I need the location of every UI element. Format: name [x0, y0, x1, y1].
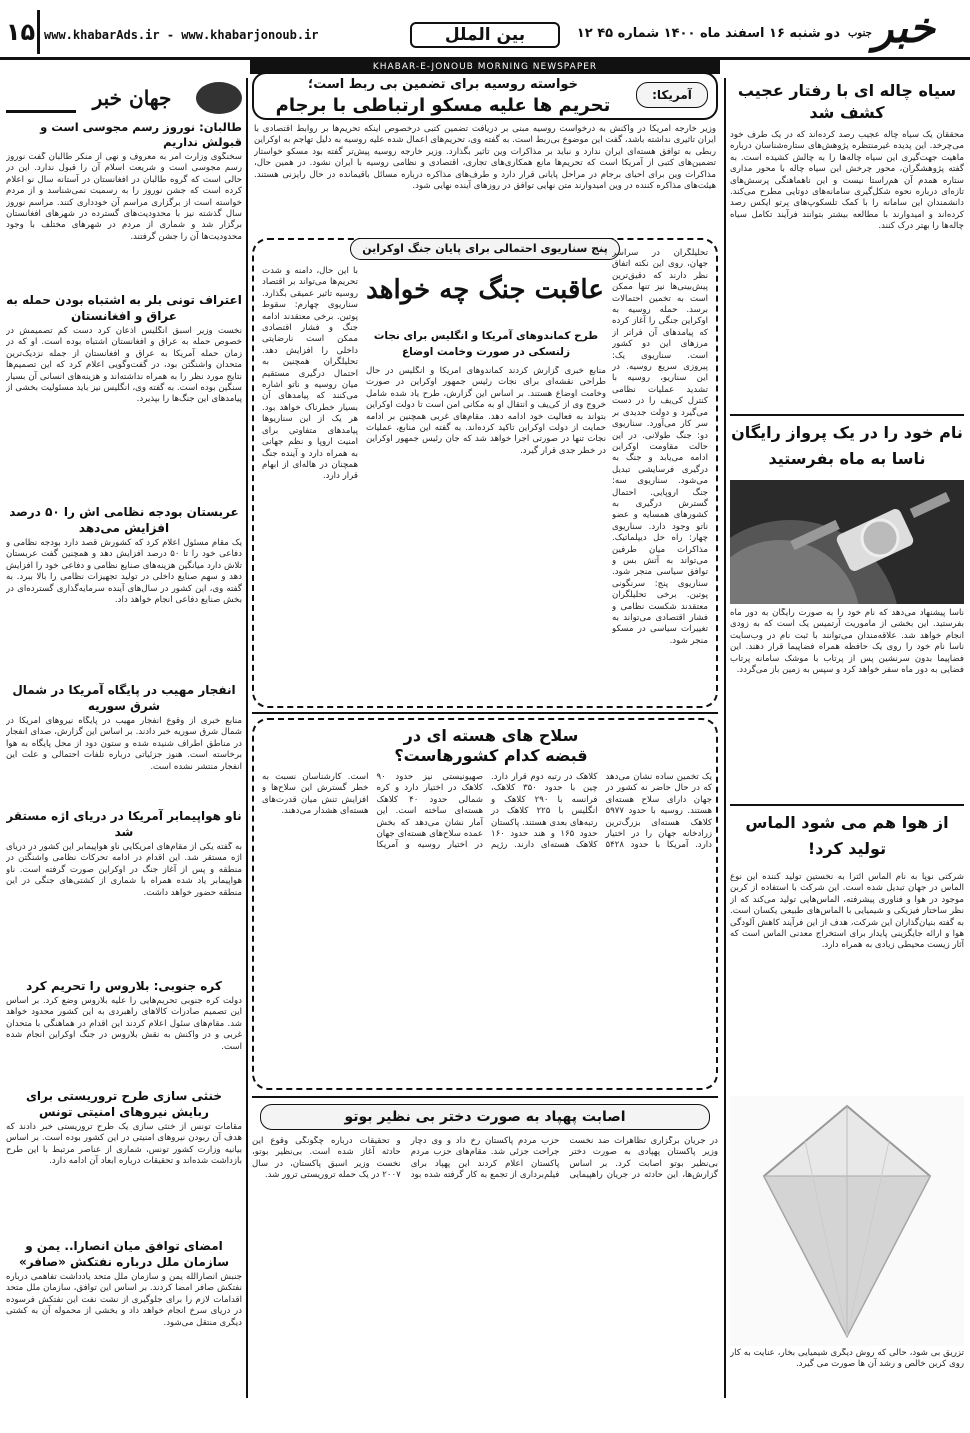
article-body: سخنگوی وزارت امر به معروف و نهی از منکر طالبان گفت نوروز رسم مجوسی است و شریعت اسلام آن را قبول ندارد. این در حالی است که گروه طالبان در افغانستان در آستانه سال نو اعلام کرده است که جشن نوروز را به رسمیت نمی‌شناسد و از مردم خواسته است از برگزاری مراسم آن خودداری کنند. مراسم نوروز سال گذشته نیز با محدودیت‌های گسترده در شهرهای افغانستان برگزار شد و شماری از مردم در شهرهای مختلف با وجود محدودیت‌ها آن را جشن گرفتند. [6, 152, 242, 242]
article-body: دولت کره جنوبی تحریم‌هایی را علیه بلاروس وضع کرد. بر اساس این تصمیم صادرات کالاهای راهبردی به این کشور محدود خواهد شد. مقام‌های سئول اعلام کردند این اقدام در هماهنگی با متحدان غربی و در واکنش به نقش بلاروس در جنگ اوکراین انجام شده است. [6, 996, 242, 1052]
diamond-caption: تزریق بی شود، حالی که روش دیگری شیمیایی بخار، عنایت به کار روی کربن خالص و رشد آن ها صورت می گیرد. [730, 1348, 964, 1370]
globe-icon [196, 82, 242, 114]
feature-kicker: پنج سناریوی احتمالی برای پایان جنگ اوکراین [350, 238, 620, 260]
article-title: خنثی سازی طرح تروریستی برای ربایش نیروهای امنیتی تونس [25, 1089, 223, 1119]
headline-kicker: آمریکا: [636, 82, 708, 108]
brand-underline [6, 110, 76, 113]
brand-banner [6, 80, 242, 116]
brand-title: جهان خبر [92, 86, 172, 110]
headline-supertitle: خواسته روسیه برای تضمین بی ربط است؛ [308, 77, 578, 92]
article-body: یک مقام مسئول اعلام کرد که کشورش قصد دارد بودجه نظامی و دفاعی خود را تا ۵۰ درصد افزایش دهد و همچنین گفت عربستان تلاش دارد میانگین هزینه‌های صنایع نظامی و دفاعی خود را افزایش دهد و سهم صنایع داخلی در تولید تجهیزات نظامی را بالا ببرد. به گفته وی، این کشور در سال‌های آینده سرمایه‌گذاری گسترده‌ای در بخش صنایع دفاعی انجام خواهد داد. [6, 538, 242, 606]
left-news-column [6, 120, 242, 1400]
article-title: سیاه چاله ای با رفتار عجیب کشف شد [737, 81, 957, 122]
article-body: مقامات تونس از خنثی سازی یک طرح تروریستی خبر دادند که هدف آن ربودن نیروهای امنیتی در این کشور بوده است. بر اساس بیانیه وزارت کشور تونس، شماری از عناصر مرتبط با این طرح بازداشت شده‌اند و تحقیقات درباره ابعاد آن ادامه دارد. [6, 1122, 242, 1167]
feature-column-right: تحلیلگران در سراسر جهان، روی این نکته اتفاق نظر دارند که دقیق‌ترین پیش‌بینی‌ها نیز تنها ممکن است به تخمین احتمالات برسد. حمله روسیه به اوکراین جنگی را آغاز کرده که پیامدهای آن فراتر از مرزهای این دو کشور است. سناریوی یک: پیروزی سریع روسیه. در این سناریو، روسیه با تشدید عملیات نظامی کنترل کی‌یف را در دست می‌گیرد و دولت جدیدی بر سر کار می‌آورد. سناریوی دو: جنگ طولانی. در این حالت مقاومت اوکراین ادامه می‌یابد و جنگ به درگیری فرسایشی تبدیل می‌شود. سناریوی سه: جنگ اروپایی. احتمال گسترش درگیری به کشورهای همسایه و عضو ناتو وجود دارد. سناریوی چهار: راه حل دیپلماتیک. مذاکرات میان طرفین می‌تواند به آتش بس و توافق سیاسی منجر شود. سناریوی پنج: سرنگونی پوتین. برخی تحلیلگران معتقدند شکست نظامی و فشار اقتصادی می‌تواند به تغییرات سیاسی در مسکو منجر شود. [612, 248, 708, 646]
headline-title: تحریم ها علیه مسکو ارتباطی با برجام [275, 95, 611, 116]
spacecraft-image [730, 480, 964, 604]
right-article-1 [730, 80, 964, 410]
feature-title: عاقبت جنگ چه خواهد [366, 275, 604, 305]
nuclear-box [252, 718, 718, 1090]
section-rule [730, 414, 964, 416]
nuclear-title: سلاح های هسته ای در قبضه کدام کشورهاست؟ [394, 726, 588, 765]
article-body: شرکتی نوپا به نام الماس آئترا به نخستین تولید کننده این نوع الماس در جهان تبدیل شده است. این شرکت با استفاده از کربن موجود در هوا و فناوری پیشرفته، الماس‌هایی تولید می‌کند که از نظر ساختار فیزیکی و شیمیایی با الماس‌های طبیعی یکسان است. به گفته بنیان‌گذاران این شرکت، هدف از این فرآیند کاهش آلودگی هوا و ارائه جایگزینی پایدار برای استخراج معدنی الماس است که آثار زیست محیطی زیادی به همراه دارد. [730, 872, 964, 951]
diamond-image [730, 1096, 964, 1346]
article-title: عربستان بودجه نظامی اش را ۵۰ درصد افزایش می‌دهد [9, 505, 239, 535]
page-header [0, 0, 970, 60]
article-title: امضای توافق میان انصارا.. یمن و سازمان ملل درباره نفتکش «صافر» [18, 1239, 230, 1269]
section-rule [730, 804, 964, 806]
nuclear-body: یک تخمین ساده نشان می‌دهد که در حال حاضر نه کشور در جهان دارای سلاح هسته‌ای هستند. روسیه با حدود ۵۹۷۷ کلاهک هسته‌ای بزرگ‌ترین زرادخانه جهان را در اختیار دارد. آمریکا با حدود ۵۴۲۸ کلاهک در رتبه دوم قرار دارد. چین با حدود ۳۵۰ کلاهک، فرانسه با ۲۹۰ کلاهک و انگلیس با ۲۲۵ کلاهک در رتبه‌های بعدی هستند. پاکستان حدود ۱۶۵ و هند حدود ۱۶۰ کلاهک هسته‌ای دارند. رژیم صهیونیستی نیز حدود ۹۰ کلاهک در اختیار دارد و کره شمالی حدود ۴۰ کلاهک هسته‌ای ساخته است. این آمار نشان می‌دهد که بخش عمده سلاح‌های هسته‌ای جهان در اختیار روسیه و آمریکا است. کارشناسان نسبت به خطر گسترش این سلاح‌ها و افزایش تنش میان قدرت‌های هسته‌ای هشدار می‌دهند. [262, 772, 712, 851]
article-title: از هوا هم می شود الماس تولید کرد! [745, 813, 949, 858]
article-body: منابع خبری از وقوع انفجار مهیب در پایگاه نیروهای آمریکا در شمال شرق سوریه خبر دادند. بر اساس این گزارش، صدای انفجار در مناطق اطراف شنیده شده و ستون دود از محل پایگاه به هوا برخاسته است. هنوز جزئیاتی درباره تلفات احتمالی و علت این انفجار منتشر نشده است. [6, 716, 242, 772]
page-number: ۱۵ [4, 10, 40, 54]
headline-box [252, 72, 718, 120]
section-rule [252, 1096, 718, 1098]
article-body: به گفته یکی از مقام‌های آمریکایی ناو هواپیمابر این کشور در دریای اژه مستقر شد. این اقدام در ادامه تحرکات نظامی واشنگتن در منطقه و پس از آغاز جنگ در اوکراین صورت گرفته است. ناو هواپیمابر یاد شده همراه با شماری از کشتی‌های جنگی در این منطقه حضور خواهد داشت. [6, 842, 242, 898]
article-body: جنبش انصارالله یمن و سازمان ملل متحد یادداشت تفاهمی درباره نفتکش صافر امضا کردند. بر اساس این توافق، سازمان ملل متحد اقدامات لازم را برای جلوگیری از نشت نفت این نفتکش فرسوده در دریای سرخ انجام خواهد داد و بخشی از محموله آن به کشتی دیگری منتقل می‌شود. [6, 1272, 242, 1328]
bottom-body: در جریان برگزاری تظاهرات ضد نخست وزیر پاکستان پهپادی به صورت دختر بی‌نظیر بوتو اصابت کرد. بر اساس گزارش‌ها، این حادثه در جریان راهپیمایی حزب مردم پاکستان رخ داد و وی دچار جراحت جزئی شد. مقام‌های حزب مردم پاکستان اعلام کردند این پهپاد برای فیلم‌برداری از تجمع به کار گرفته شده بود و تحقیقات درباره چگونگی وقوع این حادثه آغاز شده است. بی‌نظیر بوتو، نخست وزیر اسبق پاکستان، در سال ۲۰۰۷ در یک حمله تروریستی ترور شد. [252, 1136, 718, 1181]
article-title: نام خود را در یک پرواز رایگان ناسا به ماه بفرستید [731, 423, 963, 468]
section-rule [252, 712, 718, 714]
diamond-illustration [730, 1096, 964, 1346]
article-title: اعتراف تونی بلر به اشتباه بودن حمله به عراق و افغانستان [6, 293, 242, 323]
logo-tag: جنوب [848, 28, 872, 39]
section-title: بین الملل [410, 22, 560, 48]
headline-body: وزیر خارجه آمریکا در واکنش به درخواست روسیه مبنی بر دریافت تضمین کتبی درخصوص اینکه تحریم‌ها بر روابط اقتصادی با ایران تاثیری نداشته باشد، گفت این موضوع بی‌ربط است. به گفته وی، تحریم‌های اعمال شده علیه روسیه به دلیل تهاجم به اوکراین ربطی به توافق هسته‌ای ایران ندارد و نباید بر مذاکرات وین تاثیر بگذارد. وزیر خارجه روسیه پیش‌تر گفته بود مسکو خواستار تضمین‌های کتبی از آمریکا است که تحریم‌ها مانع همکاری‌های تجاری، اقتصادی و نظامی روسیه با ایران نشود. در همین حال، مذاکرات وین برای احیای برجام در مراحل پایانی قرار دارد و طرف‌های مذاکره درباره مسائل باقیمانده در حال رایزنی هستند. هیئت‌های مذاکره کننده در وین امیدوارند متن نهایی توافق در روزهای آینده نهایی شود. [254, 124, 716, 192]
spacecraft-illustration [730, 480, 964, 604]
article-title: ناو هواپیمابر آمریکا در دریای اژه مستقر شد [6, 809, 242, 839]
feature-column-middle: منابع خبری گزارش کردند کماندوهای آمریکا و انگلیس در حال طراحی نقشه‌ای برای نجات رئیس جمهور اوکراین در صورت وخامت اوضاع هستند. بر اساس این گزارش، طرح یاد شده شامل خروج وی از کی‌یف و انتقال او به مکانی امن است تا دولت اوکراین بتواند به فعالیت خود ادامه دهد. مقام‌های غربی همچنین بر ادامه حمایت از دولت اوکراین تاکید کرده‌اند. به گفته این منابع، عملیات نجات تنها در صورتی اجرا خواهد شد که جان رئیس جمهور اوکراین در خطر جدی قرار گیرد. [366, 366, 606, 456]
right-article-3-head [730, 810, 964, 870]
bottom-title: اصابت پهپاد به صورت دختر بی نظیر بوتو [260, 1104, 710, 1130]
article-title: انفجار مهیب در پایگاه آمریکا در شمال شرق سوریه [12, 683, 236, 713]
article-body: نخست وزیر اسبق انگلیس اذعان کرد دست کم تصمیمش در خصوص حمله به عراق و افغانستان اشتباه بوده است. او که در زمان حمله آمریکا به عراق و افغانستان از جمله نزدیک‌ترین متحدان واشنگتن بود، در گفت‌وگویی اعلام کرد که این تصمیم‌ها نتایج مورد نظر را به همراه نداشته‌اند و هزینه‌های انسانی آن بسیار سنگین بوده است. به گفته وی، انگلیس نیز باید مسئولیت بخشی از پیامدهای این جنگ‌ها را بپذیرد. [6, 326, 242, 405]
article-title: طالبان: نوروز رسم مجوسی است و قبولش نداریم [40, 120, 242, 149]
article-body: ناسا پیشنهاد می‌دهد که نام خود را به صورت رایگان به دور ماه بفرستید. این بخشی از ماموریت آرتمیس یک است که به زودی انجام خواهد شد. علاقه‌مندان می‌توانند با ثبت نام در وب‌سایت ناسا نام خود را روی یک حافظه همراه فضاپیما قرار دهند. این فضاپیما بدون سرنشین پس از پرتاب با موشک سامانه پرتاب فضایی به دور ماه سفر خواهد کرد و سپس به زمین باز می‌گردد. [730, 608, 964, 676]
feature-column-left: با این حال، دامنه و شدت تحریم‌ها می‌تواند بر اقتصاد روسیه تاثیر عمیقی بگذارد. سناریوی چهارم: سقوط پوتین. برخی معتقدند ادامه جنگ و فشار اقتصادی ممکن است نارضایتی داخلی را افزایش دهد. تحلیلگران همچنین به احتمال درگیری مستقیم میان روسیه و ناتو اشاره می‌کنند که پیامدهای آن بسیار خطرناک خواهد بود. هر یک از این سناریوها پیامدهای متفاوتی برای امنیت اروپا و نظم جهانی به همراه دارد و آینده جنگ همچنان در هاله‌ای از ابهام قرار دارد. [262, 266, 358, 482]
column-divider [246, 78, 248, 1398]
feature-box [252, 238, 718, 708]
article-body: محققان یک سیاه چاله عجیب رصد کرده‌اند که در یک طرف خود می‌چرخد. این پدیده غیرمنتظره پژوهش‌های ستاره‌شناسان درباره ماهیت جهت‌گیری این سیاه چاله‌ها را به چالش کشیده است. به گفته پژوهشگران، محور چرخش این سیاه چاله با محور مداری ستاره همدم آن هم‌راستا نیست و این ناهماهنگی پرسش‌های تازه‌ای درباره نحوه شکل‌گیری سامانه‌های دوتایی مطرح می‌کند. دانشمندان این سامانه را با کمک تلسکوپ‌های پرتو ایکس رصد کرده‌اند و امیدوارند با مطالعه بیشتر بتوانند فرآیند تکامل سیاه چاله‌ها را بهتر درک کنند. [730, 130, 964, 232]
newspaper-logo: خبر جنوب [844, 2, 964, 54]
masthead-english: KHABAR-E-JONOUB MORNING NEWSPAPER [250, 60, 720, 74]
feature-subtitle: طرح کماندوهای آمریکا و انگلیس برای نجات زلنسکی در صورت وخامت اوضاع [373, 330, 599, 358]
right-article-2-head [730, 420, 964, 476]
article-title: کره جنوبی: بلاروس را تحریم کرد [26, 979, 222, 993]
issue-date: دو شنبه ۱۶ اسفند ماه ۱۴۰۰ شماره ۴۵ ۱۲ [576, 26, 840, 41]
column-divider [724, 78, 726, 1398]
website-links[interactable]: www.khabarAds.ir - www.khabarjonoub.ir [44, 28, 319, 42]
